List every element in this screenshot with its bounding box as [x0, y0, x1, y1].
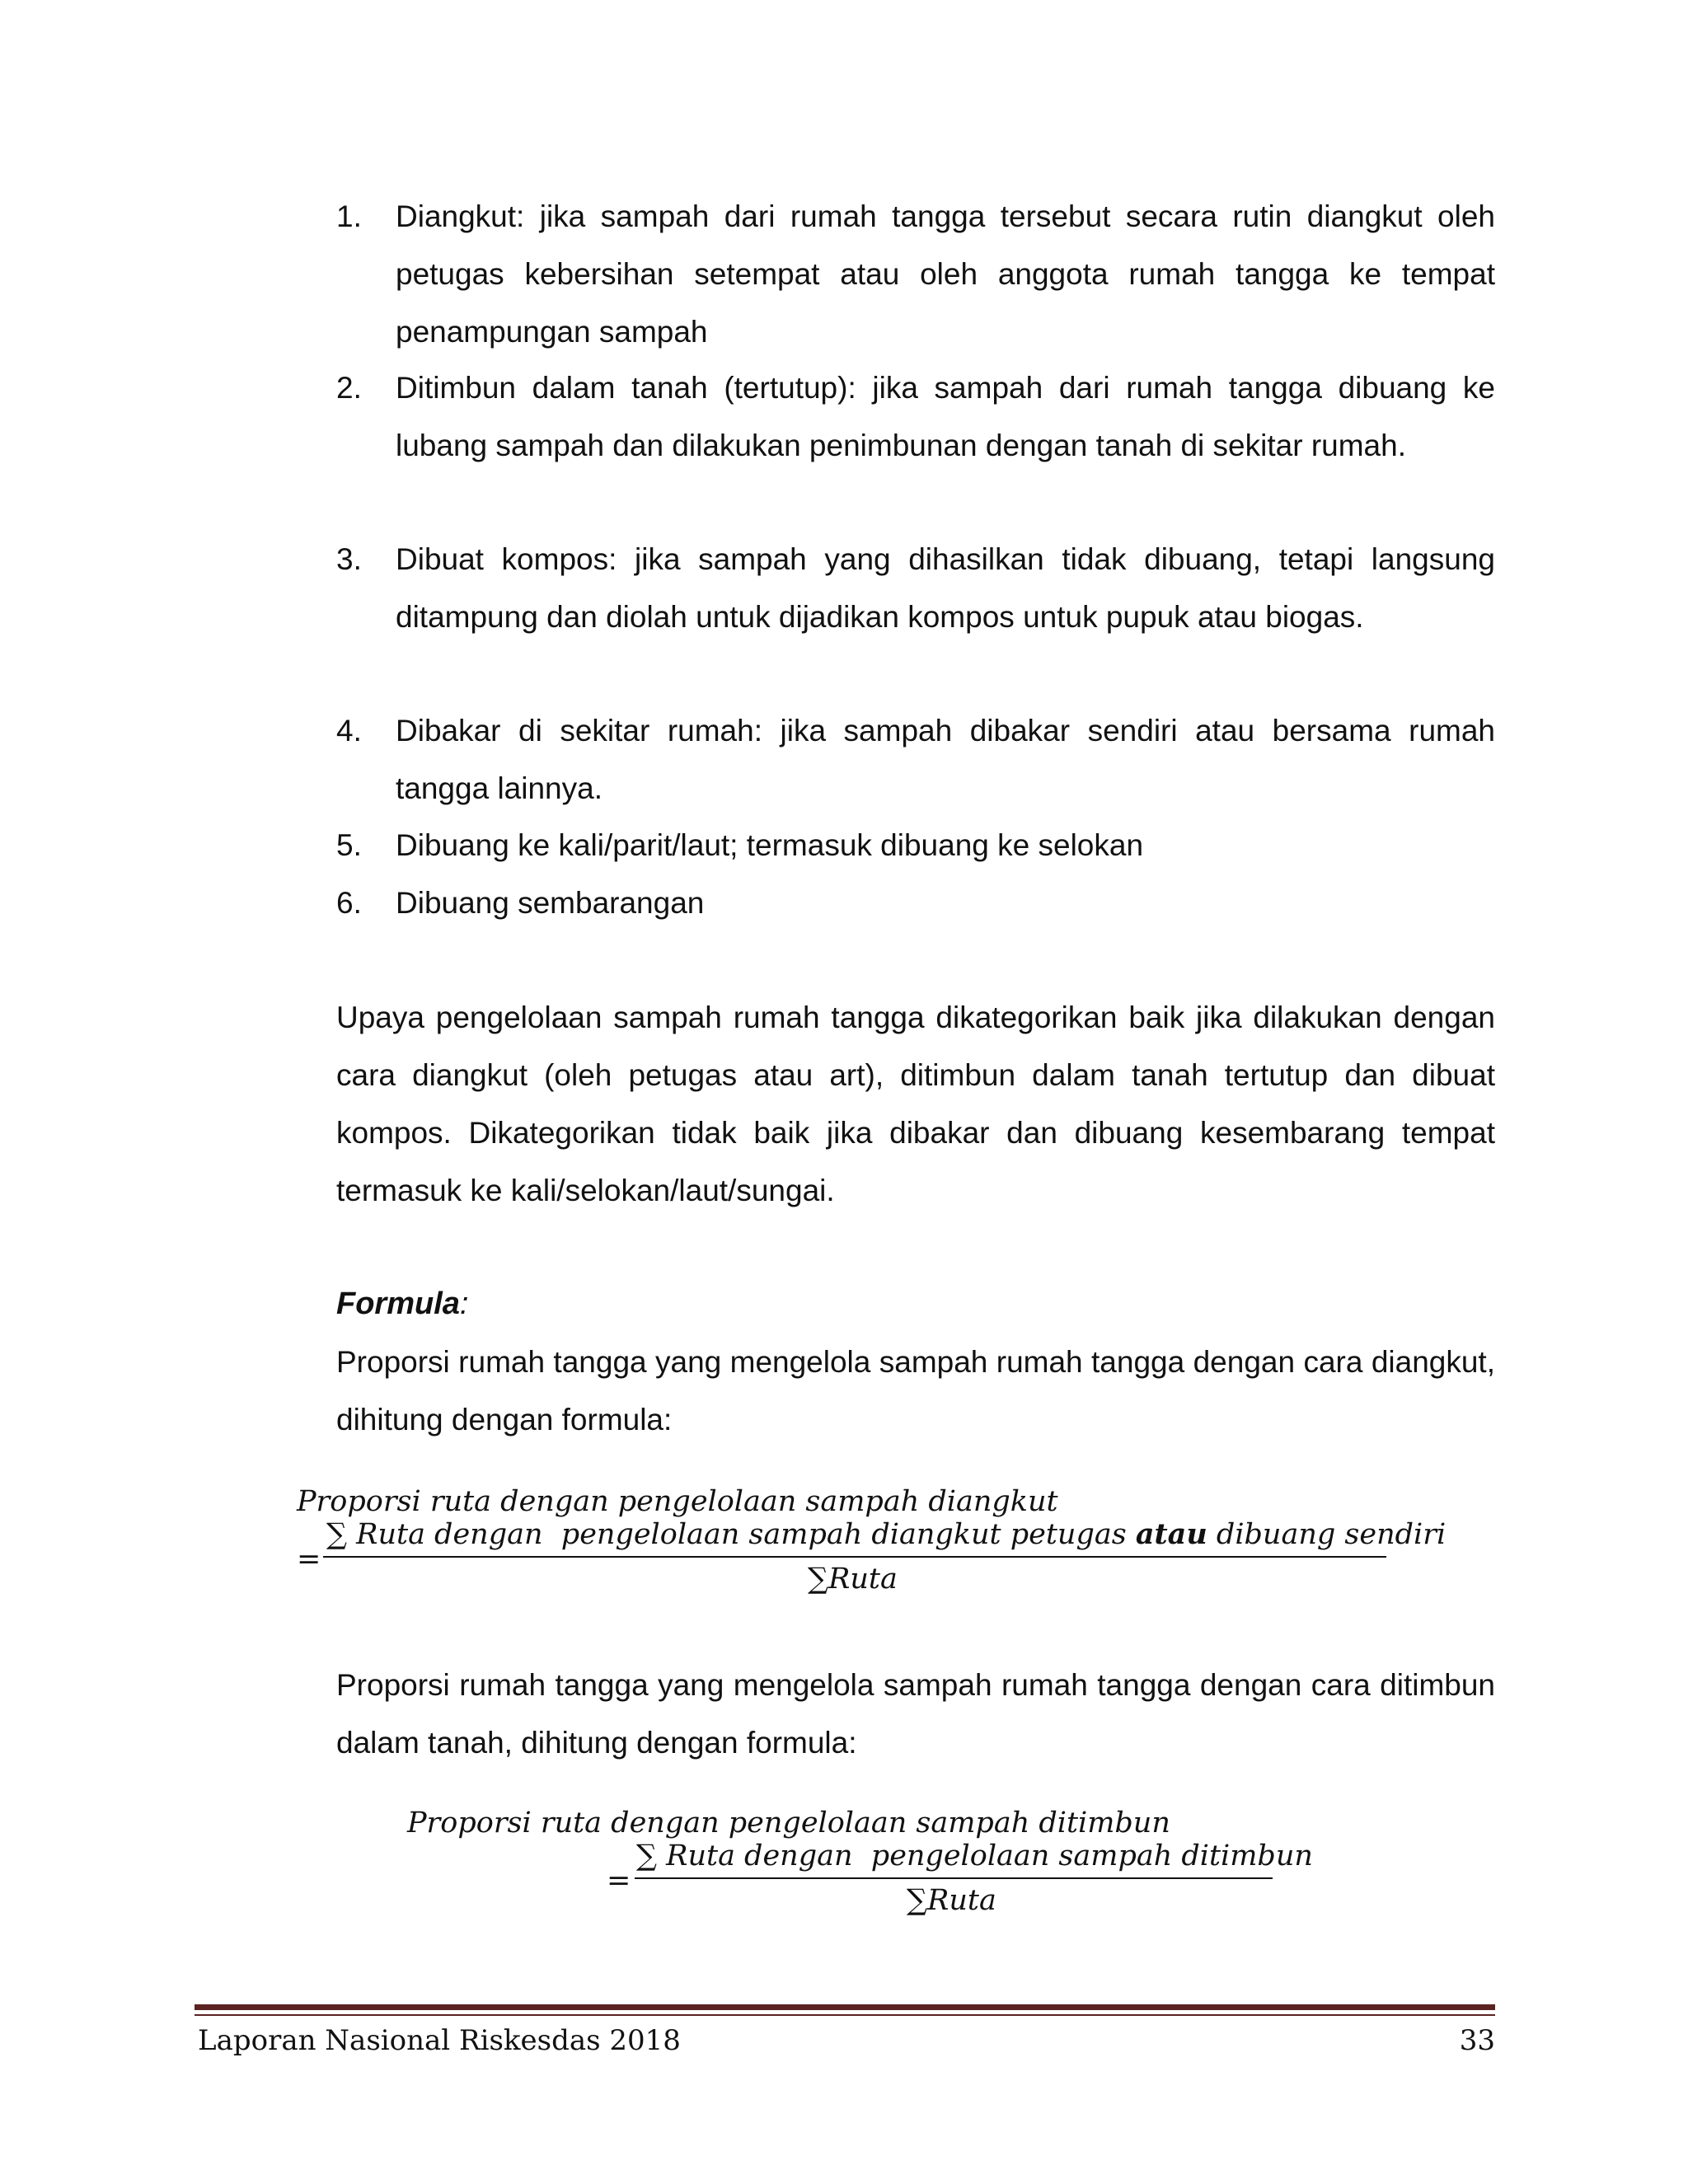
- paragraph-formula-ditimbun: Proporsi rumah tangga yang mengelola sampah rumah tangga dengan cara ditimbun dalam tanah, dihitung dengan formula:: [336, 1668, 1495, 1760]
- list-text: Dibuat kompos: jika sampah yang dihasilkan tidak dibuang, tetapi langsung ditampung dan diolah untuk dijadikan kompos untuk pupuk atau biogas.: [396, 542, 1495, 634]
- formula-equals: =: [607, 1864, 631, 1897]
- page-number: 33: [1459, 2024, 1495, 2057]
- footer-rule-thick: [195, 2004, 1495, 2010]
- list-number: 3.: [336, 542, 362, 576]
- list-number: 4.: [336, 714, 362, 748]
- formula-denominator: ∑Ruta: [808, 1563, 898, 1596]
- fraction-line: [635, 1877, 1273, 1879]
- fraction-line: [323, 1556, 1386, 1558]
- footer-title: Laporan Nasional Riskesdas 2018: [198, 2024, 681, 2057]
- list-number: 2.: [336, 371, 362, 405]
- paragraph-formula-diangkut: Proporsi rumah tangga yang mengelola sampah rumah tangga dengan cara diangkut, dihitung dengan formula:: [336, 1345, 1495, 1436]
- numerator-post: dibuang sendiri: [1207, 1518, 1447, 1551]
- list-text: Ditimbun dalam tanah (tertutup): jika sampah dari rumah tangga dibuang ke lubang sampah dan dilakukan penimbunan dengan tanah di sekitar rumah.: [396, 371, 1495, 462]
- list-number: 5.: [336, 828, 362, 862]
- list-number: 6.: [336, 886, 362, 920]
- numerator-bold: atau: [1135, 1517, 1207, 1551]
- formula-numerator: [326, 1516, 1446, 1553]
- footer-rule-thin: [195, 2014, 1495, 2016]
- formula-lhs: Proporsi ruta dengan pengelolaan sampah ditimbun: [407, 1807, 1170, 1840]
- list-text: Dibakar di sekitar rumah: jika sampah dibakar sendiri atau bersama rumah tangga lainnya.: [396, 714, 1495, 805]
- paragraph-kategori: Upaya pengelolaan sampah rumah tangga dikategorikan baik jika dilakukan dengan cara diangkut (oleh petugas atau art), ditimbun dalam tanah tertutup dan dibuat kompos. Dikategorikan tidak baik jika dibakar dan dibuang kesembarang tempat termasuk ke kali/selokan/laut/sungai.: [336, 1001, 1495, 1207]
- list-text: Dibuang ke kali/parit/laut; termasuk dibuang ke selokan: [396, 828, 1144, 862]
- formula-lhs: Proporsi ruta dengan pengelolaan sampah diangkut: [297, 1485, 1058, 1518]
- formula-denominator: ∑Ruta: [907, 1884, 996, 1917]
- formula-equals: =: [297, 1543, 321, 1576]
- list-text: Diangkut: jika sampah dari rumah tangga tersebut secara rutin diangkut oleh petugas kebersihan setempat atau oleh anggota rumah tangga ke tempat penampungan sampah: [396, 199, 1495, 349]
- numerator-pre: ∑ Ruta dengan pengelolaan sampah diangkut petugas: [326, 1518, 1136, 1551]
- formula-numerator: ∑ Ruta dengan pengelolaan sampah ditimbun: [636, 1840, 1313, 1872]
- list-number: 1.: [336, 199, 362, 233]
- formula-heading: [336, 1279, 468, 1329]
- list-text: Dibuang sembarangan: [396, 886, 705, 920]
- formula-heading-text: Formula: [336, 1286, 460, 1321]
- formula-heading-colon: :: [459, 1286, 469, 1321]
